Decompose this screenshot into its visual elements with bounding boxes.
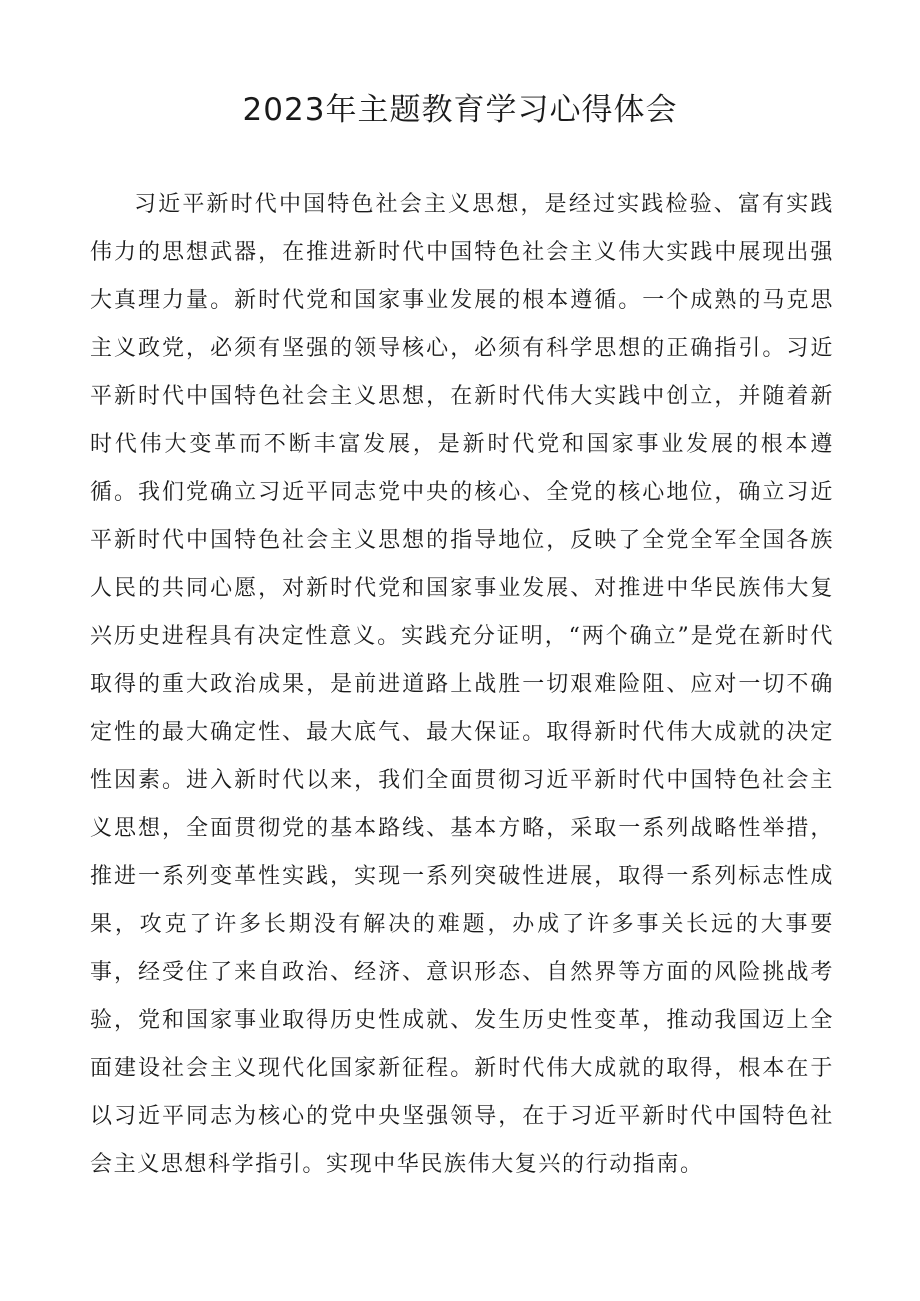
body-paragraph: 习近平新时代中国特色社会主义思想，是经过实践检验、富有实践伟力的思想武器，在推进新时代中国特色社会主义伟大实践中展现出强大真理力量。新时代党和国家事业发展的根本遵循。一个成熟的马克思主义政党，必须有坚强的领导核心，必须有科学思想的正确指引。习近平新时代中国特色社会主义思想，在新时代伟大实践中创立，并随着新时代伟大变革而不断丰富发展，是新时代党和国家事业发展的根本遵循。我们党确立习近平同志党中央的核心、全党的核心地位，确立习近平新时代中国特色社会主义思想的指导地位，反映了全党全军全国各族人民的共同心愿，对新时代党和国家事业发展、对推进中华民族伟大复兴历史进程具有决定性意义。实践充分证明，“两个确立”是党在新时代取得的重大政治成果，是前进道路上战胜一切艰难险阻、应对一切不确定性的最大确定性、最大底气、最大保证。取得新时代伟大成就的决定性因素。进入新时代以来，我们全面贯彻习近平新时代中国特色社会主义思想，全面贯彻党的基本路线、基本方略，采取一系列战略性举措，推进一系列变革性实践，实现一系列突破性进展，取得一系列标志性成果，攻克了许多长期没有解决的难题，办成了许多事关长远的大事要事，经受住了来自政治、经济、意识形态、自然界等方面的风险挑战考验，党和国家事业取得历史性成就、发生历史性变革，推动我国迈上全面建设社会主义现代化国家新征程。新时代伟大成就的取得，根本在于以习近平同志为核心的党中央坚强领导，在于习近平新时代中国特色社会主义思想科学指引。实现中华民族伟大复兴的行动指南。 xyxy=(90,192,834,1177)
document-title: 2023年主题教育学习心得体会 xyxy=(242,92,678,128)
